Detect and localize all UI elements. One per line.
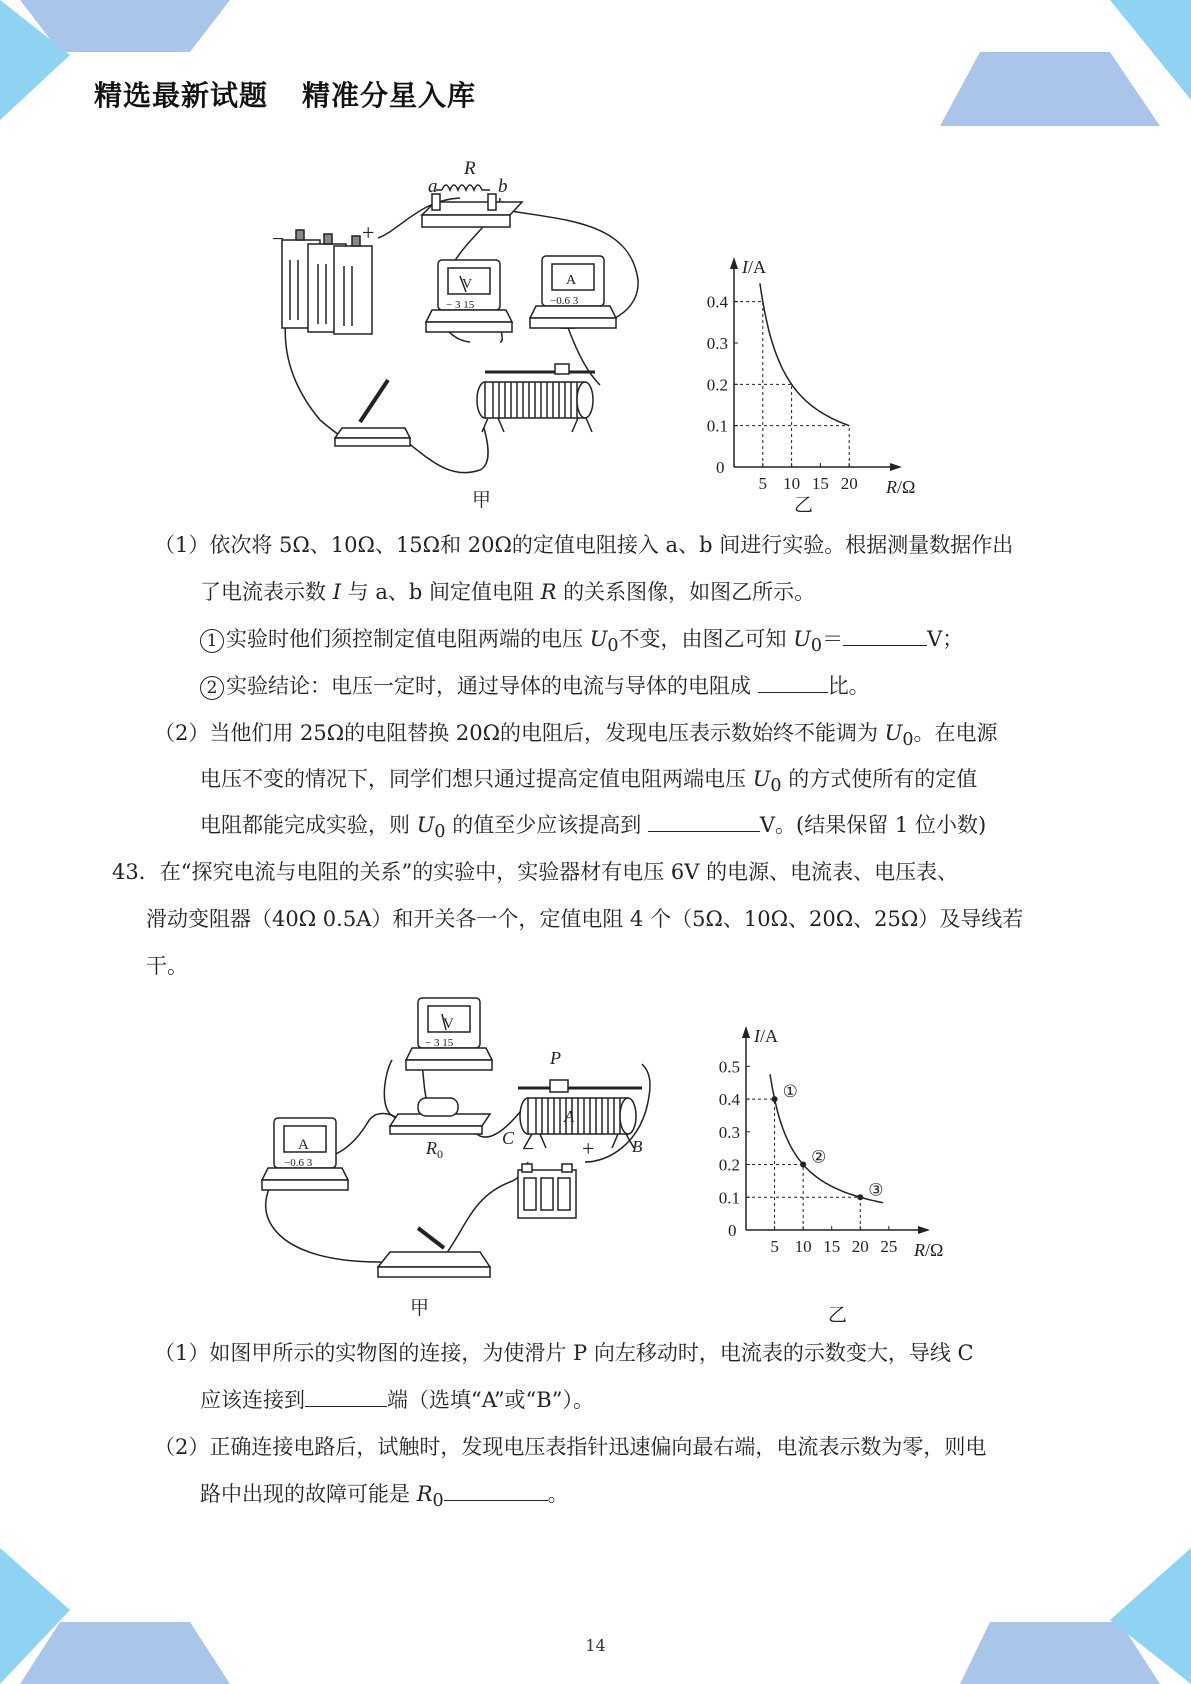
circled-number: 2 [200,676,224,700]
voltmeter-label: V [443,1016,454,1032]
answer-blank[interactable] [444,1480,548,1501]
label-R0-sub: 0 [437,1147,443,1161]
text: 比。 [827,674,870,698]
text: 的值至少应该提高到 [445,813,648,837]
subscript: 0 [434,822,446,843]
label-minus: − [272,226,285,251]
label-B: B [632,1137,643,1156]
header-title [94,74,476,114]
wire [440,1162,528,1262]
origin-label: 0 [728,1221,737,1240]
label-P: P [550,1048,561,1068]
q43-part1-line2 [200,1386,594,1414]
switch-base [335,428,410,438]
circled-number: 1 [200,629,224,653]
x-tick-label: 20 [840,474,858,493]
subscript: 0 [810,636,823,657]
var-U: U [884,721,903,745]
q42-sub1 [200,625,963,660]
y-axis-label: I/A [742,257,766,277]
text: 。 [547,1482,569,1506]
x-tick-label: 15 [811,474,829,493]
q43-part2-line2 [200,1480,569,1515]
text: 的关系图像，如图乙所示。 [556,580,816,604]
x-tick-label: 20 [851,1237,869,1256]
deco-top-right-trapezoid [940,52,1160,126]
label-b: b [498,176,508,197]
y-tick-label: 0.3 [706,334,728,353]
text: 与 a、b 间定值电阻 [340,580,541,604]
ammeter-terminals: −0.6 3 [550,295,579,307]
data-point [857,1194,863,1200]
R0-resistor [418,1098,458,1116]
q42-part2-line2 [200,765,977,800]
figure2-circuit [250,992,690,1322]
y-tick-label: 0.1 [718,1188,740,1208]
figure1-circuit [260,160,710,520]
q42-part2-line3 [200,811,986,846]
y-axis-arrow [742,1026,750,1038]
figure1-graph [706,255,952,515]
figure2-caption-right: 乙 [828,1304,848,1326]
y-tick-label: 0.1 [706,416,728,436]
answer-blank[interactable] [648,811,760,832]
y-tick-label: 0.5 [718,1057,740,1077]
label-R: R [464,158,476,179]
text: 应该连接到 [200,1388,305,1412]
var-U: U [793,627,811,651]
voltmeter-terminals: − 3 15 [425,1037,454,1049]
var-U: U [416,813,435,837]
switch-lever [418,1228,444,1248]
x-tick-label: 15 [823,1237,841,1256]
label-C: C [502,1128,515,1148]
text: V。(结果保留 1 位小数) [759,813,987,837]
answer-blank[interactable] [758,672,828,693]
header-title-right: 精准分星入库 [302,79,477,112]
subscript: 0 [770,776,782,797]
data-point-label: ① [782,1082,798,1102]
var-R: R [540,580,557,604]
battery-cell [334,246,372,334]
x-axis-label: R/Ω [886,477,916,497]
wire [567,325,600,385]
origin-label: 0 [716,458,725,477]
ammeter-terminals: −0.6 3 [284,1157,313,1169]
x-tick-label: 5 [770,1237,779,1256]
data-point [800,1162,806,1168]
x-tick-label: 25 [880,1237,898,1256]
x-axis-arrow [918,1226,930,1234]
page-number: 14 [585,1636,606,1655]
text: ＝ [822,627,844,651]
q43-part2-line1: （2）正确连接电路后，试触时，发现电压表指针迅速偏向最右端，电流表示数为零，则电 [154,1435,987,1459]
answer-blank[interactable] [843,625,927,646]
wire [402,428,488,473]
y-axis-label: I/A [754,1026,778,1046]
x-axis-label: R/Ω [914,1240,944,1260]
text: 不变，由图乙可知 [618,627,794,651]
ammeter-label: A [298,1137,309,1153]
figure1-caption-right: 乙 [794,494,814,516]
data-point [772,1096,778,1102]
label-a: a [428,176,438,197]
q43-part1-line1: （1）如图甲所示的实物图的连接，为使滑片 P 向左移动时，电流表的示数变大，导线 C [154,1341,974,1365]
var-U: U [589,627,608,651]
label-R0-main: R [426,1138,437,1158]
q42-sub2 [200,672,870,700]
data-point-label: ③ [868,1180,884,1200]
subscript: 0 [902,730,914,751]
figure2-caption-left: 甲 [410,1298,430,1319]
y-tick-label: 0.4 [718,1090,740,1110]
y-tick-label: 0.2 [718,1155,740,1175]
ammeter-label: A [566,273,577,288]
text: V； [927,627,964,651]
label-minus: − [522,1136,535,1161]
series-curve [760,283,849,425]
figure2-graph [706,1020,976,1260]
q42-part2-line1 [154,719,998,754]
q42-part1-line1: （1）依次将 5Ω、10Ω、15Ω和 20Ω的定值电阻接入 a、b 间进行实验。根据测量数据作出 [154,533,1014,557]
text: 路中出现的故障可能是 [200,1482,417,1506]
var-R: R [416,1482,433,1506]
y-tick-label: 0.3 [718,1122,740,1142]
text: （2）当他们用 25Ω的电阻替换 20Ω的电阻后，发现电压表示数始终不能调为 [154,721,885,745]
subscript: 0 [607,636,619,657]
label-plus: + [582,1136,595,1161]
q43-intro-line2: 滑动变阻器（40Ω 0.5A）和开关各一个，定值电阻 4 个（5Ω、10Ω、20Ω、25Ω）及导线若 [146,907,1024,931]
text: 电压不变的情况下，同学们想只通过提高定值电阻两端电压 [200,767,753,791]
x-tick-label: 5 [758,474,768,493]
label-A: A [564,1107,575,1126]
q43-intro-line1: 43．在“探究电流与电阻的关系”的实验中，实验器材有电压 6V 的电源、电流表、电压表、 [112,860,959,884]
label-plus: + [362,220,375,245]
y-tick-label: 0.2 [706,375,728,395]
text: 的方式使所有的定值 [781,767,978,791]
voltmeter-terminals: − 3 15 [446,299,475,311]
header-title-left: 精选最新试题 [94,79,269,112]
q42-part1-line2 [200,578,815,606]
q43-intro-line3: 干。 [146,954,188,978]
resistor-coil [442,185,482,190]
text: 。在电源 [913,721,998,745]
text: 了电流表示数 [200,580,333,604]
voltmeter-label: V [462,277,473,292]
x-axis-arrow [890,463,902,471]
x-tick-label: 10 [794,1237,812,1256]
answer-blank[interactable] [305,1386,387,1407]
subscript: 0 [432,1491,444,1512]
data-point-label: ② [811,1147,827,1167]
label-R0 [425,1138,443,1161]
figure1-caption-left: 甲 [472,490,492,511]
text: 端（选填“A”或“B”）。 [387,1388,594,1412]
x-tick-label: 10 [783,474,801,493]
switch-base [378,1252,490,1267]
y-axis-arrow [730,257,738,269]
text: 电阻都能完成实验，则 [200,813,417,837]
y-tick-label: 0.4 [706,292,728,312]
text: 实验结论：电压一定时，通过导体的电流与导体的电阻成 [226,674,758,698]
switch-lever [360,380,388,422]
text: 实验时他们须控制定值电阻两端的电压 [226,627,590,651]
var-I: I [332,580,341,604]
var-U: U [752,767,771,791]
